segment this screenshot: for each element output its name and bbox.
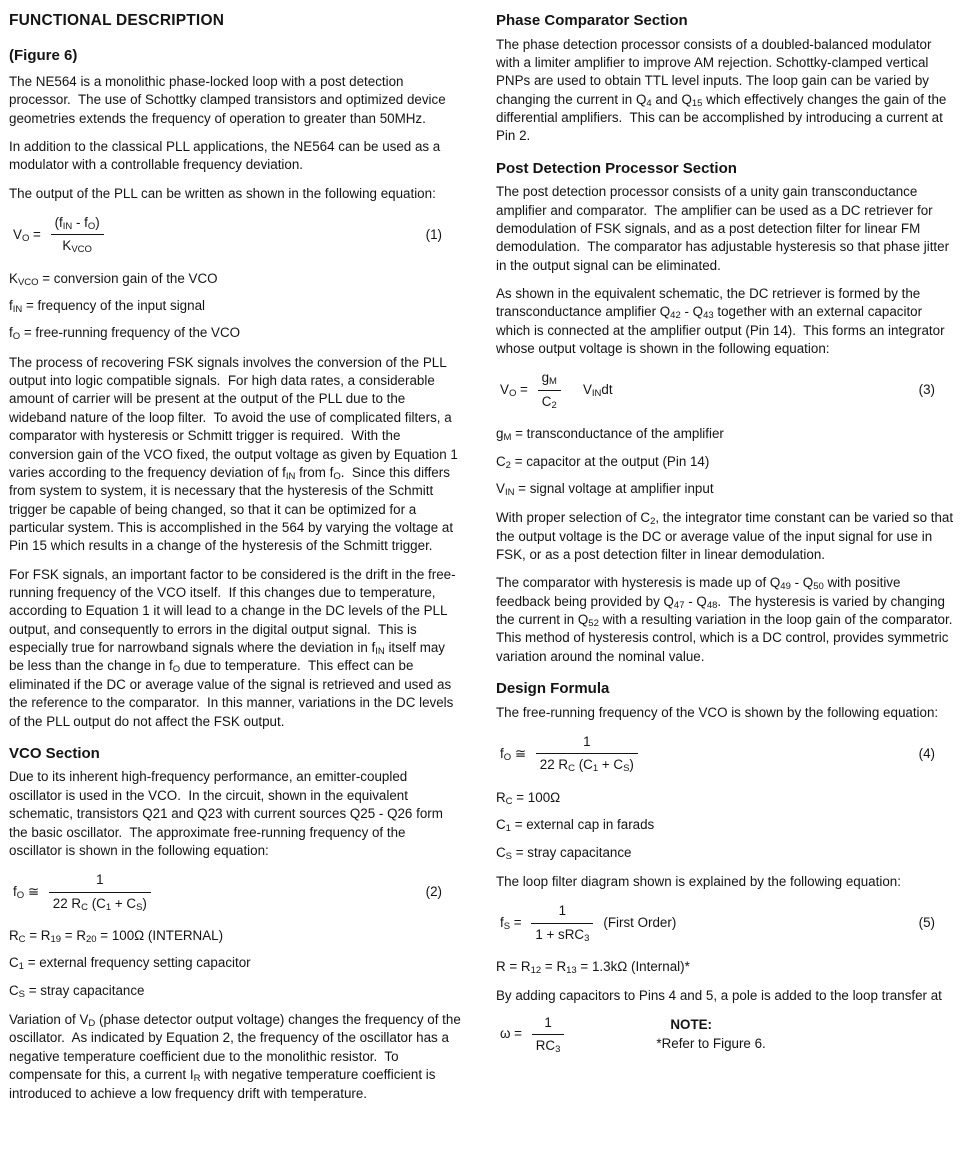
equation-1 <box>9 214 462 256</box>
equation-2 <box>9 871 462 913</box>
equation-body <box>500 733 919 775</box>
equation-body <box>13 214 426 256</box>
equation-lhs: $V_O$ = <box>500 382 532 400</box>
section-heading-vco: VCO Section <box>9 744 100 762</box>
equation-rhs: (First Order) <box>603 914 677 930</box>
equation-omega <box>496 1014 955 1056</box>
note-title: NOTE: <box>670 1017 713 1033</box>
paragraph: The post detection processor consists of a unity gain transconductance amplifier and comparator. The amplifier can be used as a DC retriever for demodulation of FSK signals, and as a post detection filter for linear FM demodulation. The comparator has adjustable hysteresis so that phase jitter in the output signal can be eliminated. <box>496 184 953 273</box>
fraction <box>532 1014 565 1056</box>
fraction-denominator: 1 + sRC$_3$ <box>535 926 590 944</box>
note <box>656 1016 765 1053</box>
section-title-functional-description: FUNCTIONAL DESCRIPTION <box>9 12 225 29</box>
fraction-numerator: 1 <box>49 871 151 892</box>
fraction-denominator: $C_2$ <box>541 393 557 411</box>
fraction-numerator: $(f_{IN} - f_O)$ <box>51 214 104 235</box>
paragraph: The free-running frequency of the VCO is shown by the following equation: <box>496 704 939 720</box>
definition-line: $C_S$ = stray capacitance <box>9 982 145 1000</box>
equation-number: (3) <box>918 382 935 398</box>
fraction-denominator: $K_{VCO}$ <box>62 238 92 256</box>
equation-body <box>13 871 426 913</box>
fraction-denominator: 22 $R_C$ $(C_1 + C_S)$ <box>52 895 147 913</box>
equation-lhs: $f_S$ = <box>500 914 526 932</box>
paragraph: Due to its inherent high-frequency performance, an emitter-coupled oscillator is used in the VCO. In the circuit, shown in the equivalent schematic, transistors Q21 and Q23 with current sources Q25 - Q26 form the basic oscillator. The approximate free-running frequency of the oscillator is shown in the following equation: <box>9 769 447 858</box>
fraction <box>531 902 593 944</box>
definition-line: $V_{IN}$ = signal voltage at amplifier input <box>496 480 714 498</box>
definition-line: $K_{VCO}$ = conversion gain of the VCO <box>9 270 218 288</box>
definition-line: $C_2$ = capacitor at the output (Pin 14) <box>496 453 710 471</box>
equation-5 <box>496 902 955 944</box>
definition-line: $R = R_{12} = R_{13} = 1.3k\Omega$ (Internal)* <box>496 958 690 976</box>
fraction-numerator: 1 <box>532 1014 565 1035</box>
paragraph: The phase detection processor consists of a doubled-balanced modulator with a limiter amplifier to improve AM rejection. Schottky-clamped vertical PNPs are used to obtain TTL level inputs. The loop gain can be varied by changing the current in $Q_4$ and $Q_{15}$ which effectively changes the gain of the differential amplifiers. This can be accomplished by introducing a current at Pin 2. <box>496 36 951 144</box>
fraction-numerator: 1 <box>536 733 638 754</box>
equation-lhs: $f_O$ ≅ <box>13 883 43 901</box>
fraction <box>49 871 151 913</box>
definition-line: $f_O$ = free-running frequency of the VCO <box>9 325 241 343</box>
fraction <box>538 369 561 411</box>
equation-body <box>500 369 919 411</box>
paragraph: The output of the PLL can be written as shown in the following equation: <box>9 185 436 201</box>
left-column <box>9 10 465 1113</box>
definition-line: $f_{IN}$ = frequency of the input signal <box>9 298 205 316</box>
section-heading-design-formula: Design Formula <box>496 680 610 698</box>
definition-line: $R_C = 100\Omega$ <box>496 789 561 807</box>
equation-lhs: $f_O$ ≅ <box>500 745 530 763</box>
definition-line: $C_S$ = stray capacitance <box>496 844 632 862</box>
definition-list <box>496 425 955 498</box>
paragraph: As shown in the equivalent schematic, the DC retriever is formed by the transconductance amplifier $Q_{42} - Q_{43}$ together with an external capacitor which is connected at the amplifier output (Pin 14). This forms an integrator whose output voltage is shown in the following equation: <box>496 286 949 357</box>
right-column <box>496 10 960 1113</box>
definition-list <box>496 789 955 862</box>
equation-body <box>500 902 919 944</box>
equation-lhs: $V_O$ = <box>13 226 45 244</box>
equation-4 <box>496 733 955 775</box>
fraction-numerator: $g_M$ <box>538 369 561 390</box>
definition-line: $R_C = R_{19} = R_{20} = 100\Omega$ (INTERNAL) <box>9 927 224 945</box>
section-heading-post-detection: Post Detection Processor Section <box>496 159 737 177</box>
paragraph: The process of recovering FSK signals involves the conversion of the PLL output into logic compatible signals. For high data rates, a considerable amount of carrier will be present at the output of the PLL due to the wideband nature of the loop filter. To avoid the use of complicated filters, a comparator with hysteresis or Schmitt trigger is required. With the conversion gain of the VCO fixed, the output voltage as given by Equation 1 varies according to the frequency deviation of $f_{IN}$ from $f_O$. Since this differs from system to system, it is necessary that the hysteresis of the Schmitt trigger be capable of being changed, so that it can be optimized for a particular system. This is accomplished in the 564 by varying the voltage at Pin 15 which results in a change of the hysteresis of the Schmitt trigger. <box>9 354 462 554</box>
definition-list <box>9 927 462 1000</box>
figure-heading: (Figure 6) <box>9 47 78 65</box>
fraction <box>536 733 638 775</box>
paragraph: The loop filter diagram shown is explained by the following equation: <box>496 873 901 889</box>
paragraph: Variation of $V_D$ (phase detector output voltage) changes the frequency of the oscillator. As indicated by Equation 2, the frequency of the oscillator has a negative temperature coefficient due to the monolithic resistor. To compensate for this, a current $I_R$ with negative temperature coefficient is introduced to achieve a low frequency drift with temperature. <box>9 1012 465 1101</box>
fraction <box>51 214 104 256</box>
definition-line: $C_1$ = external frequency setting capacitor <box>9 955 251 973</box>
equation-body <box>500 1014 955 1056</box>
note-text: *Refer to Figure 6. <box>656 1035 766 1051</box>
equation-number: (2) <box>425 883 442 899</box>
definition-list <box>9 270 462 343</box>
definition-line: $C_1$ = external cap in farads <box>496 817 655 835</box>
paragraph: The comparator with hysteresis is made up of $Q_{49} - Q_{50}$ with positive feedback being provided by $Q_{47} - Q_{48}$. The hysteresis is varied by changing the current in $Q_{52}$ with a resulting variation in the loop gain of the comparator. This method of hysteresis control, which is a DC control, provides symmetric variation around the nominal value. <box>496 575 960 664</box>
equation-3 <box>496 369 955 411</box>
equation-lhs: ω = <box>500 1026 526 1042</box>
paragraph: In addition to the classical PLL applications, the NE564 can be used as a modulator with a controllable frequency deviation. <box>9 138 444 173</box>
paragraph: The NE564 is a monolithic phase-locked loop with a post detection processor. The use of Schottky clamped transistors and optimized device geometries extends the frequency of operation to greater than 50MHz. <box>9 73 450 126</box>
equation-number: (1) <box>425 226 442 242</box>
fraction-denominator: 22 $R_C$ $(C_1 + C_S)$ <box>539 757 634 775</box>
equation-number: (4) <box>918 745 935 761</box>
fraction-numerator: 1 <box>531 902 593 923</box>
section-heading-phase-comparator: Phase Comparator Section <box>496 12 688 29</box>
equation-number: (5) <box>918 914 935 930</box>
paragraph: With proper selection of $C_2$, the integrator time constant can be varied so that the output voltage is the DC or average value of the input signal for use in FSK, or as a post detection filter in linear demodulation. <box>496 510 957 562</box>
equation-rhs: $V_{IN}dt$ <box>582 382 613 400</box>
paragraph: By adding capacitors to Pins 4 and 5, a pole is added to the loop transfer at <box>496 988 942 1004</box>
paragraph: For FSK signals, an important factor to be considered is the drift in the free-running frequency of the VCO itself. If this changes due to temperature, according to Equation 1 it will lead to a change in the DC levels of the PLL output, and consequently to errors in the digital output signal. This is especially true for narrowband signals where the deviation in $f_{IN}$ itself may be less than the change in $f_O$ due to temperature. This effect can be eliminated if the DC or average value of the signal is retrieved and used as the reference to the comparator. In this manner, variations in the DC levels of the PLL output do not affect the FSK output. <box>9 566 458 729</box>
fraction-denominator: $RC_3$ <box>535 1038 561 1056</box>
definition-line: $g_M$ = transconductance of the amplifier <box>496 426 724 444</box>
